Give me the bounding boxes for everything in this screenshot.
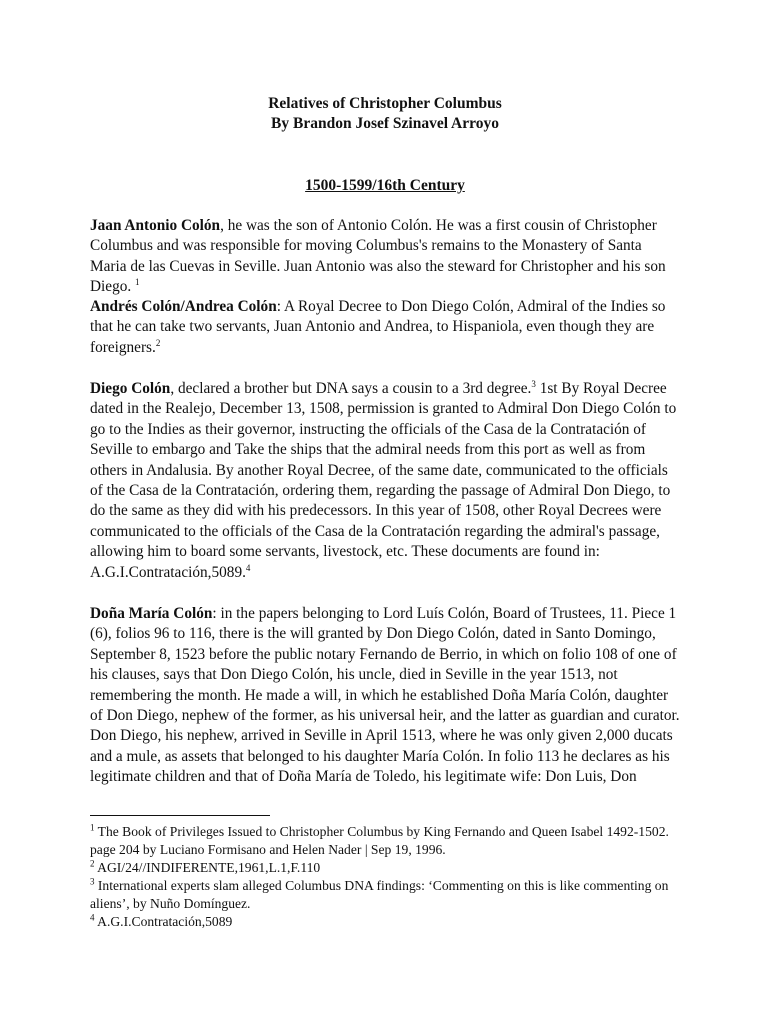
footnote-separator [90, 815, 270, 816]
author-line: By Brandon Josef Szinavel Arroyo [271, 115, 499, 132]
footnote-text: AGI/24//INDIFERENTE,1961,L.1,F.110 [94, 860, 321, 875]
footnote [90, 877, 680, 913]
footnote-mark: 4 [90, 912, 95, 923]
footnote-ref: 4 [245, 562, 251, 573]
footnote-ref: 2 [155, 337, 161, 348]
entry-text: : in the papers belonging to Lord Luís Colón, Board of Trustees, 11. Piece 1 (6), folios 96 to 116, there is the will granted by Don Diego Colón, dated in Santo Domingo, September 8, 1523 before the public notary Fernando de Berrio, in which on folio 108 of one of his clauses, says that Don Diego Colón, his uncle, died in Seville in the year 1513, not remembering the month. He made a will, in which he established Doña María Colón, daughter of Don Diego, nephew of the former, as his universal heir, and the latter as guardian and curator. Don Diego, his nephew, arrived in Seville in April 1513, where he was only given 2,000 ducats and a mule, as assets that belonged to his daughter María Colón. In folio 113 he declares as his legitimate children and that of Doña María de Toledo, his legitimate wife: Don Luis, Don [90, 605, 680, 786]
footnote-text: The Book of Privileges Issued to Christopher Columbus by King Fernando and Queen Isabel 1492-1502. page 204 by Luciano Formisano and Helen Nader | Sep 19, 1996. [90, 824, 669, 857]
footnote-mark: 3 [90, 876, 95, 887]
paragraph-dona-maria [90, 604, 680, 788]
entry-name: Jaan Antonio Colón [90, 217, 221, 234]
entry-text: , declared a brother but DNA says a cousin to a 3rd degree. [170, 380, 532, 397]
entry-name: Andrés Colón/Andrea Colón [90, 298, 277, 315]
footnote [90, 913, 680, 931]
footnote-text: International experts slam alleged Columbus DNA findings: ‘Commenting on this is like commenting on aliens’, by Nuño Domínguez. [90, 878, 669, 911]
footnote-text: A.G.I.Contratación,5089 [94, 914, 233, 929]
entry-text: 1st By Royal Decree dated in the Realejo, December 13, 1508, permission is granted to Admiral Don Diego Colón to go to the Indies as their governor, instructing the officials of the Casa de la Contratación of Seville to embargo and Take the ships that the admiral needs from this port as well as from others in Andalusia. By another Royal Decree, of the same date, communicated to the officials of the Casa de la Contratación, ordering them, regarding the passage of Admiral Don Diego, to do the same as they did with his predecessors. In this year of 1508, other Royal Decrees were communicated to the officials of the Casa de la Contratación regarding the admiral's passage, allowing him to board some servants, livestock, etc. These documents are found in: A.G.I.Contratación,5089. [90, 380, 677, 581]
footnote-mark: 2 [90, 858, 95, 869]
footnote-mark: 1 [90, 822, 95, 833]
entry-name: Doña María Colón [90, 605, 213, 622]
footnote-ref: 1 [135, 277, 140, 288]
paragraph-andres-andrea [90, 297, 680, 358]
entry-text: , he was the son of Antonio Colón. He was a first cousin of Christopher Columbus and was responsible for moving Columbus's remains to the Monastery of Santa Maria de las Cuevas in Seville. Juan Antonio was also the steward for Christopher and his son Diego. [90, 217, 666, 296]
paragraph-jaan-antonio [90, 216, 680, 298]
entry-text: : A Royal Decree to Don Diego Colón, Admiral of the Indies so that he can take two servants, Juan Antonio and Andrea, to Hispaniola, even though they are foreigners. [90, 298, 666, 356]
century-heading: 1500-1599/16th Century [305, 177, 465, 194]
footnote-ref: 3 [531, 378, 536, 389]
footnote [90, 859, 680, 877]
paragraph-diego [90, 379, 680, 583]
entry-name: Diego Colón [90, 380, 171, 397]
title-line: Relatives of Christopher Columbus [268, 95, 502, 112]
document-page [90, 0, 680, 1024]
document-title [90, 94, 680, 134]
footnotes [90, 823, 680, 931]
footnote [90, 823, 680, 859]
